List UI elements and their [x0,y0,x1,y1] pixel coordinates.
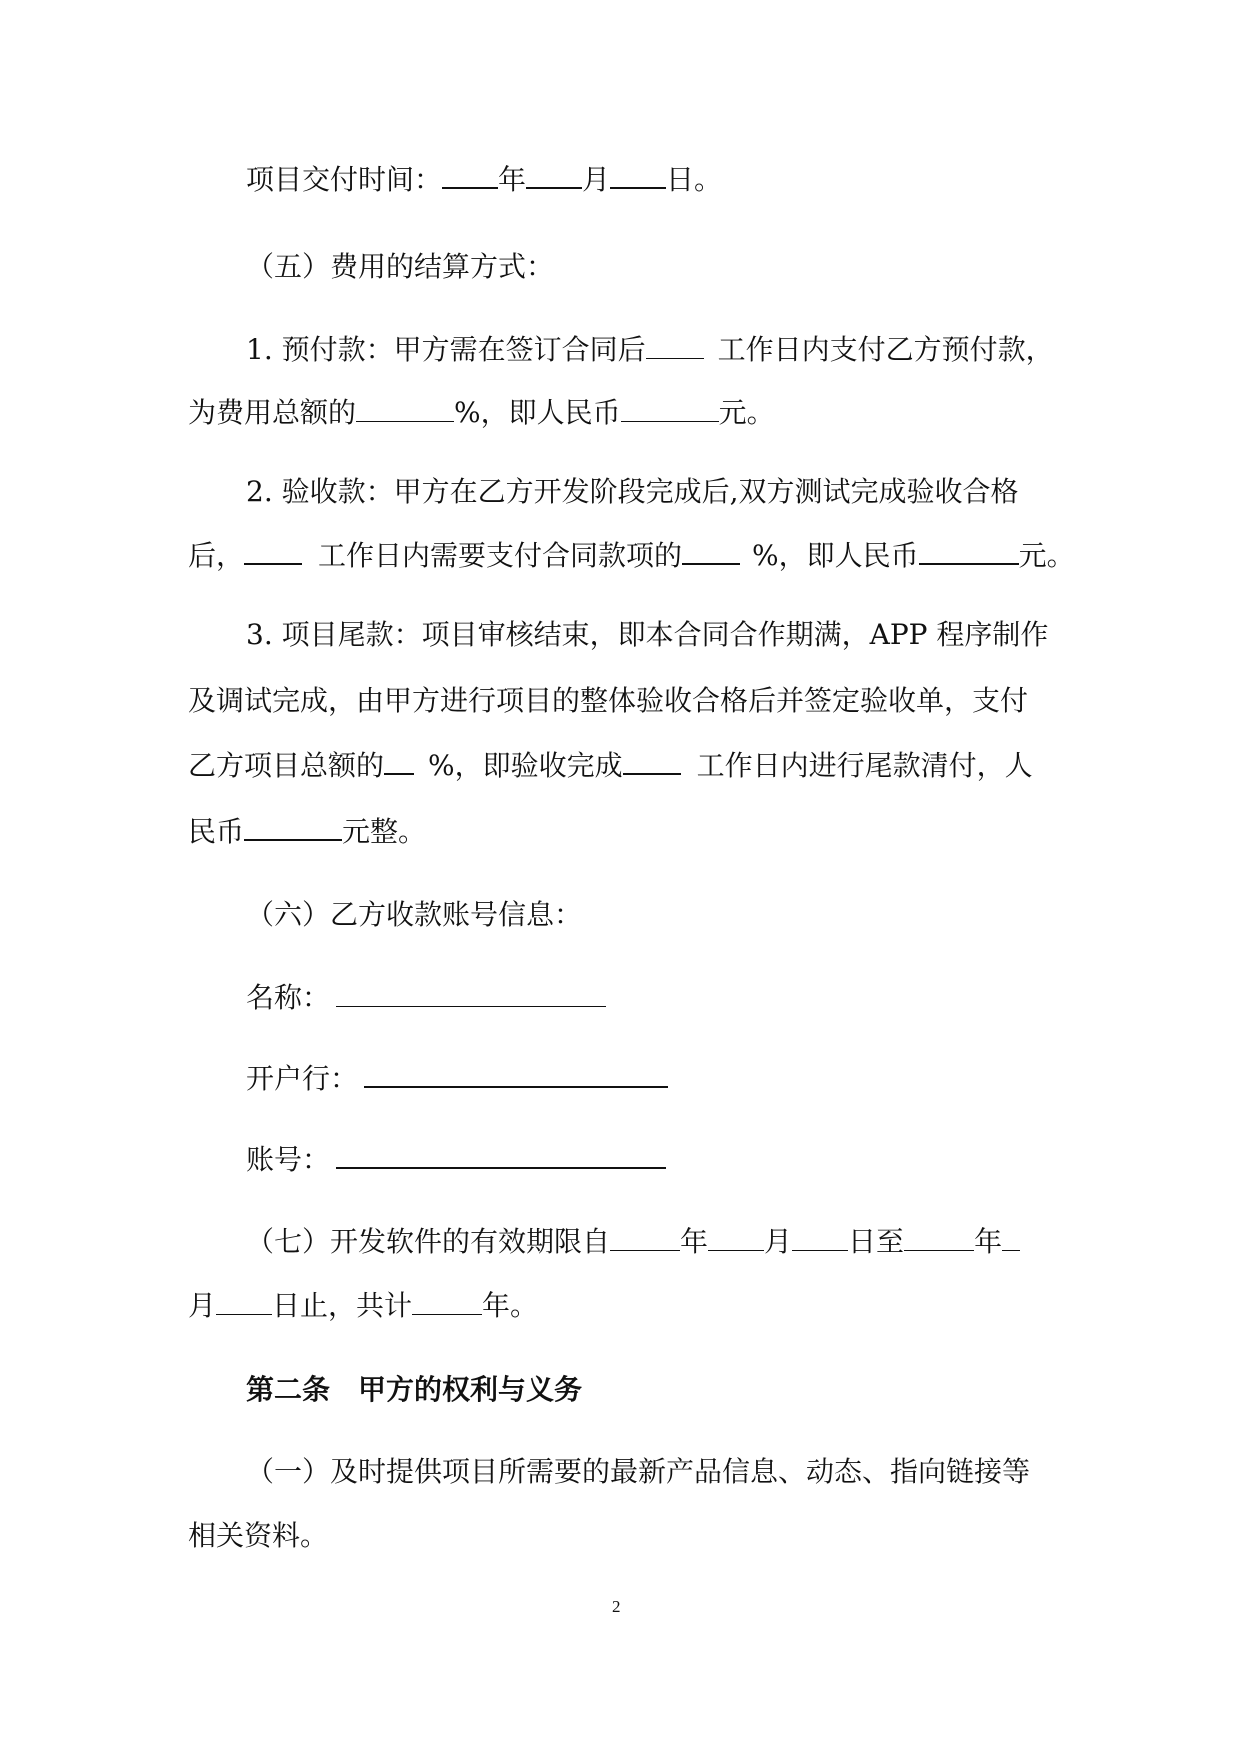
final-line-1 [246,615,1048,655]
article-2-title-text: 第二条 甲方的权利与义务 [246,1373,583,1406]
prepay-amount-blank[interactable] [621,403,719,422]
prepay-line-2 [188,393,775,433]
prepay-line-1 [246,330,1054,370]
validity-text-7: 日止，共计 [272,1289,413,1322]
account-number-line [246,1140,666,1180]
article-2-item-1-text-2: 相关资料。 [188,1519,329,1552]
article-2-item-1-text: （一）及时提供项目所需要的最新产品信息、动态、指向链接等 [246,1455,1031,1488]
day-text: 日。 [666,163,723,196]
account-name-field[interactable] [336,988,606,1007]
account-name-label: 名称： [246,981,331,1014]
final-text-7: 元整。 [342,815,427,848]
validity-end-year-blank[interactable] [904,1232,974,1251]
account-number-label: 账号： [246,1143,331,1176]
delivery-time-line [246,160,722,200]
delivery-time-label: 项目交付时间： [246,163,443,196]
bank-label: 开户行： [246,1062,359,1095]
prepay-text-3: 为费用总额的 [188,396,357,429]
acceptance-days-blank[interactable] [244,545,302,565]
section-6-heading [246,895,582,935]
acceptance-text-4: %，即人民币 [752,539,919,572]
year-text: 年 [498,163,527,196]
final-percent-blank[interactable] [384,755,414,775]
section-5-heading-text: （五）费用的结算方式： [246,250,555,283]
acceptance-line-1 [246,472,1019,512]
validity-text: （七）开发软件的有效期限自 [246,1225,611,1258]
acceptance-text-2: 后， [188,539,245,572]
prepay-text-5: 元。 [718,396,775,429]
delivery-year-blank[interactable] [442,169,498,189]
validity-text-8: 年。 [482,1289,539,1322]
acceptance-text-5: 元。 [1018,539,1075,572]
validity-text-4: 日至 [848,1225,905,1258]
section-5-heading [246,247,554,287]
final-text-6: 民币 [188,815,245,848]
section-6-heading-text: （六）乙方收款账号信息： [246,898,583,931]
final-amount-blank[interactable] [244,821,342,841]
bank-line [246,1059,668,1099]
section-7-line-1 [246,1222,1020,1262]
validity-start-day-blank[interactable] [792,1232,848,1251]
acceptance-line-2 [188,536,1075,576]
bank-field[interactable] [364,1068,668,1088]
final-days-blank[interactable] [623,755,681,775]
final-line-2 [188,681,1028,721]
prepay-text-4: %，即人民币 [454,396,621,429]
final-text-4: %，即验收完成 [428,749,623,782]
prepay-text-2: 工作日内支付乙方预付款， [717,333,1054,366]
final-text: 3. 项目尾款：项目审核结束，即本合同合作期满，APP 程序制作 [246,618,1049,651]
acceptance-text-3: 工作日内需要支付合同款项的 [318,539,683,572]
validity-text-5: 年 [974,1225,1003,1258]
article-2-title [246,1370,582,1410]
validity-end-month-blank[interactable] [216,1296,272,1315]
prepay-days-blank[interactable] [646,340,704,359]
final-line-3 [188,746,1033,786]
section-7-line-2 [188,1286,538,1326]
validity-text-6: 月 [188,1289,217,1322]
article-2-item-1-line-1 [246,1452,1030,1492]
final-text-3: 乙方项目总额的 [188,749,385,782]
validity-text-2: 年 [680,1225,709,1258]
acceptance-percent-blank[interactable] [682,545,740,565]
delivery-day-blank[interactable] [610,169,666,189]
article-2-item-1-line-2 [188,1516,328,1556]
validity-start-year-blank[interactable] [610,1232,680,1251]
account-name-line [246,978,606,1018]
validity-start-month-blank[interactable] [708,1232,764,1251]
page-number: 2 [612,1597,621,1616]
account-number-field[interactable] [336,1149,666,1169]
prepay-percent-blank[interactable] [356,403,454,422]
validity-end-month-blank-tail[interactable] [1002,1232,1020,1251]
validity-text-3: 月 [764,1225,793,1258]
delivery-month-blank[interactable] [526,169,582,189]
final-line-4 [188,812,426,852]
acceptance-text: 2. 验收款：甲方在乙方开发阶段完成后,双方测试完成验收合格 [246,475,1019,508]
prepay-text: 1. 预付款：甲方需在签订合同后 [246,333,646,366]
month-text: 月 [582,163,611,196]
final-text-5: 工作日内进行尾款清付，人 [696,749,1033,782]
validity-total-years-blank[interactable] [412,1296,482,1315]
acceptance-amount-blank[interactable] [919,545,1019,565]
final-text-2: 及调试完成，由甲方进行项目的整体验收合格后并签定验收单，支付 [188,684,1029,717]
